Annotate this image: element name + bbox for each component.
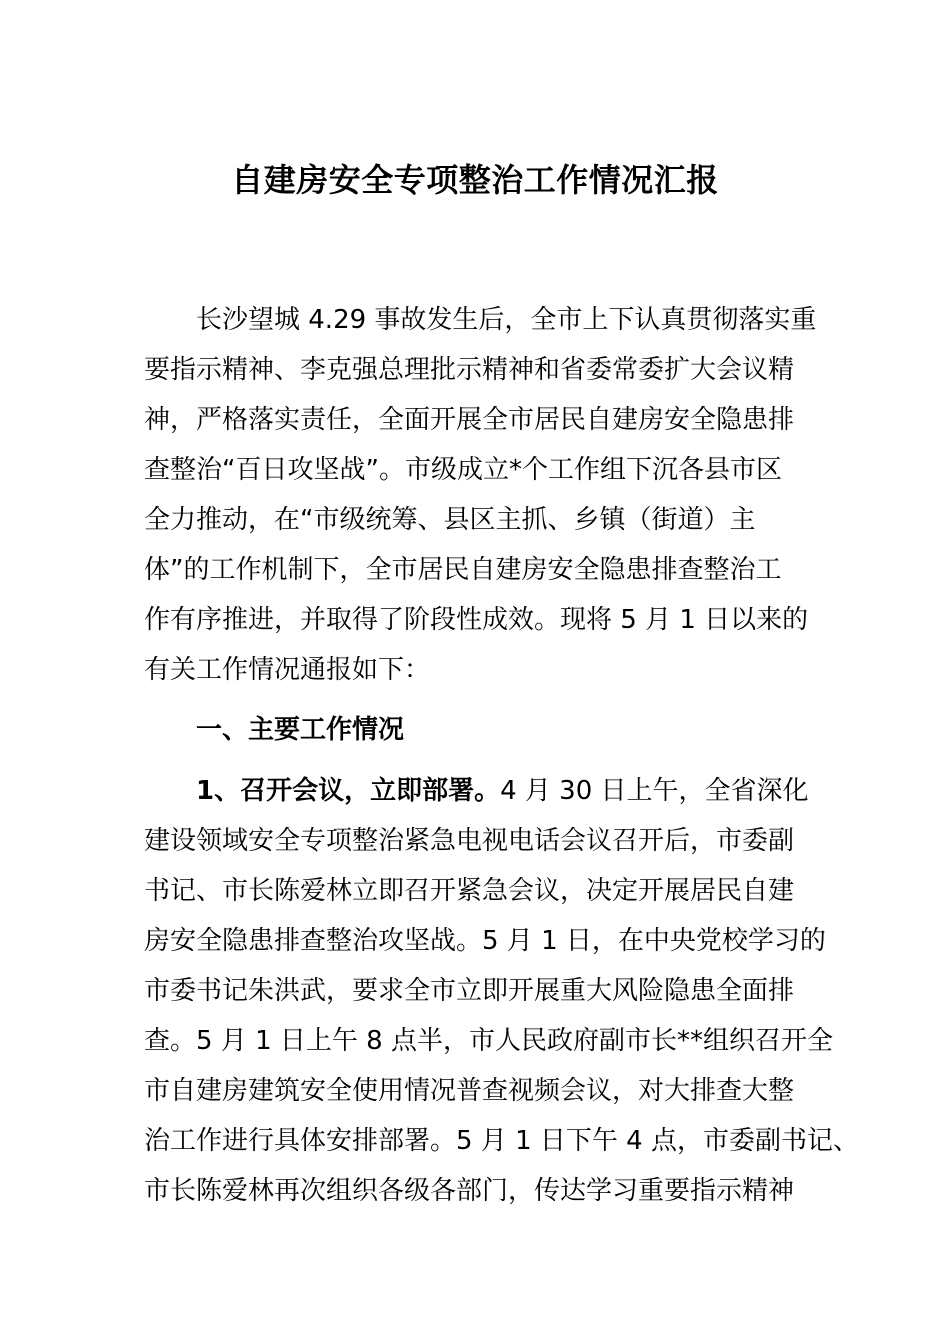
intro-paragraph — [144, 295, 824, 695]
paragraph-line: 房安全隐患排查整治攻坚战。5 月 1 日，在中央党校学习的 — [144, 926, 826, 956]
paragraph-line: 书记、市长陈爱林立即召开紧急会议，决定开展居民自建 — [144, 876, 795, 906]
paragraph-line: 市委书记朱洪武，要求全市立即开展重大风险隐患全面排 — [144, 976, 795, 1006]
paragraph-line: 长沙望城 4.29 事故发生后，全市上下认真贯彻落实重 — [196, 305, 817, 335]
paragraph-line: 查。5 月 1 日上午 8 点半，市人民政府副市长**组织召开全 — [144, 1026, 833, 1056]
item1-paragraph — [144, 766, 859, 1216]
paragraph-line: 市长陈爱林再次组织各级各部门，传达学习重要指示精神 — [144, 1176, 795, 1206]
document-title: 自建房安全专项整治工作情况汇报 — [231, 161, 719, 199]
section-heading-block — [144, 705, 824, 755]
item1-first-line-rest: 4 月 30 日上午，全省深化 — [500, 776, 809, 806]
item1-lead: 1、召开会议，立即部署。 — [196, 776, 501, 806]
section-heading: 一、主要工作情况 — [196, 715, 405, 745]
paragraph-line: 市自建房建筑安全使用情况普查视频会议，对大排查大整 — [144, 1076, 795, 1106]
paragraph-line: 建设领域安全专项整治紧急电视电话会议召开后，市委副 — [144, 826, 795, 856]
paragraph-line: 作有序推进，并取得了阶段性成效。现将 5 月 1 日以来的 — [144, 605, 809, 635]
paragraph-line: 有关工作情况通报如下： — [144, 655, 431, 685]
paragraph-line: 治工作进行具体安排部署。5 月 1 日下午 4 点，市委副书记、 — [144, 1126, 859, 1156]
paragraph-line: 全力推动，在“市级统筹、县区主抓、乡镇（街道）主 — [144, 505, 756, 535]
paragraph-first-line — [144, 766, 824, 816]
paragraph-line: 体”的工作机制下，全市居民自建房安全隐患排查整治工 — [144, 555, 782, 585]
paragraph-line: 要指示精神、李克强总理批示精神和省委常委扩大会议精 — [144, 355, 795, 385]
paragraph-line: 查整治“百日攻坚战”。市级成立*个工作组下沉各县市区 — [144, 455, 782, 485]
paragraph-line: 神，严格落实责任，全面开展全市居民自建房安全隐患排 — [144, 405, 795, 435]
